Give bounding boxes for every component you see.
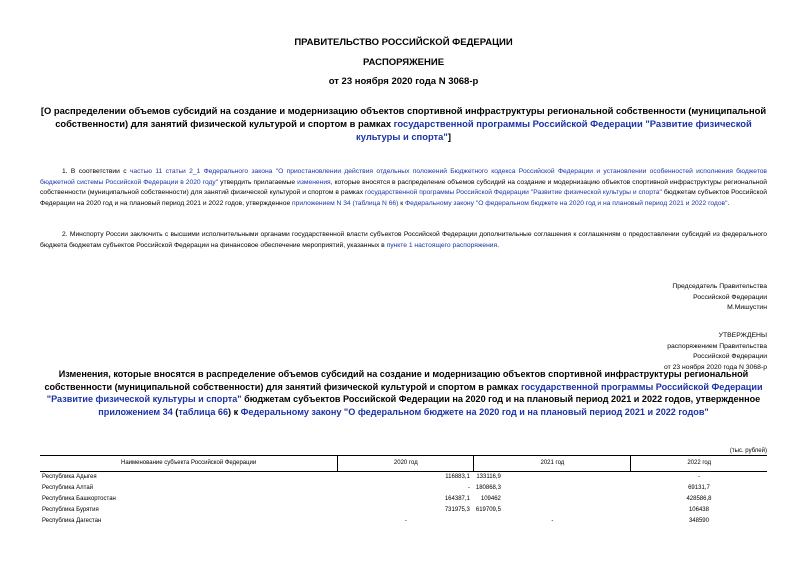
link-program[interactable]: государственной программы Российской Федерации "Развитие физической культуры и спорта" (365, 189, 662, 196)
cell-2022: - (697, 474, 700, 480)
paragraph-1 (40, 167, 767, 209)
subsidy-table (40, 455, 767, 527)
table-row (40, 483, 767, 494)
p1-text: к (398, 199, 406, 207)
header-2021: 2021 год (474, 456, 631, 472)
document-title (40, 104, 767, 143)
cell-2022: 69131,7 (688, 485, 710, 491)
changes-title (40, 368, 767, 418)
table-header-row (40, 456, 767, 472)
p1-text: бюджетам субъектов Российской Федерации на 2020 год и на плановый период 2021 и 2022 годов, утвержденное (40, 189, 767, 207)
cell-2020: 116883,1 (445, 474, 470, 480)
table-unit: (тыс. рублей) (729, 448, 767, 454)
doc-type-heading: РАСПОРЯЖЕНИЕ (362, 57, 445, 68)
signature-name: М.Мишустин (727, 304, 767, 311)
p2-text: 2. Минспорту России заключить с высшими исполнительными органами государственной власти субъектов Российской Федерации дополнительные соглашения к соглашениям о предоставлении субсидий из федерального бюджета бюджетам субъектов Российской Федерации на финансовое обеспечение мероприятий, указанных в (40, 231, 767, 249)
title-bracket: ] (447, 131, 451, 142)
signature-org: Российской Федерации (693, 293, 767, 301)
signature-block (672, 282, 767, 314)
cell-2022: 428586,8 (686, 496, 712, 502)
cell-region: Республика Башкортостан (42, 496, 116, 502)
changes-title-text: бюджетам субъектов Российской Федерации на 2020 год и на плановый период 2021 и 2022 годов, утвержденное (241, 394, 761, 404)
doc-date: от 23 ноября 2020 года N 3068-р (328, 76, 479, 87)
p2-text: . (497, 241, 499, 249)
p1-text: 1. В соответствии с (62, 168, 130, 175)
cell-2021: 619709,5 (475, 507, 501, 513)
cell-2021: 180868,3 (475, 485, 501, 491)
link-point-1[interactable]: пункте 1 настоящего распоряжения (386, 241, 498, 249)
cell-region: Республика Алтай (42, 485, 94, 491)
changes-program-link[interactable]: государственной программы Российской Федерации "Развитие физической культуры и спорта" (46, 381, 763, 404)
link-appendix[interactable]: приложением N 34 (таблица N 66) (292, 199, 399, 207)
cell-2021: 109462 (480, 496, 501, 502)
header-2022: 2022 год (631, 456, 767, 472)
paragraph-2 (40, 230, 767, 251)
cell-2020: - (404, 518, 407, 524)
approved-date: от 23 ноября 2020 года N 3068-р (663, 363, 767, 371)
cell-region: Республика Бурятия (42, 507, 99, 513)
cell-2022: 348590 (688, 518, 709, 524)
table-row (40, 494, 767, 505)
table-row (40, 505, 767, 516)
cell-2021: 133116,9 (476, 474, 501, 480)
signature-position: Председатель Правительства (672, 283, 767, 290)
changes-title-text: ( (172, 406, 179, 417)
changes-appendix-link[interactable]: приложением 34 (98, 406, 173, 417)
p1-text: . (727, 199, 730, 207)
link-law-article[interactable]: частью 11 статьи 2_1 Федерального закона "О приостановлении действия отдельных положений Бюджетного кодекса Российской Федерации и установлении особенностей исполнения бюджетов бюджетной системы Российской Федерации в 2020 году" (40, 168, 767, 186)
cell-2020: 164387,1 (444, 496, 470, 502)
title-program-link[interactable]: государственной программы Российской Федерации "Развитие физической культуры и спорта" (356, 118, 752, 142)
cell-region: Республика Дагестан (42, 518, 102, 524)
link-budget-law[interactable]: Федеральному закону "О федеральном бюджете на 2020 год и на плановый период 2021 и 2022 годов" (405, 199, 728, 207)
changes-title-text: Изменения, которые вносятся в распределение объемов субсидий на создание и модернизацию объектов спортивной инфраструктуры региональной собственности (муниципальной собственности) для занятий физической культурой и спортом в рамках (44, 369, 749, 392)
title-text: [О распределении объемов субсидий на создание и модернизацию объектов спортивной инфраструктуры региональной собственности (муниципальной собственности) для занятий физической культурой и спортом в рамках (40, 105, 767, 129)
link-changes[interactable]: изменения (297, 178, 331, 186)
cell-region: Республика Адыгея (42, 474, 97, 480)
cell-2020: - (467, 485, 470, 491)
table-row (40, 516, 767, 527)
approved-org: Российской Федерации (693, 353, 767, 360)
cell-2020: 731975,3 (444, 507, 470, 513)
approved-label: УТВЕРЖДЕНЫ (718, 332, 767, 339)
table-row (40, 472, 767, 484)
p1-text: , которые вносятся в распределение объемов субсидий на создание и модернизацию объектов спортивной инфраструктуры региональной собственности (муниципальной собственности) для занятий физической культурой и спортом в рамках (40, 178, 767, 196)
changes-table-link[interactable]: таблица 66 (178, 406, 229, 417)
header-region: Наименование субъекта Российской Федерации (40, 456, 338, 472)
approved-by: распоряжением Правительства (667, 342, 767, 350)
changes-budget-law-link[interactable]: Федеральному закону "О федеральном бюджете на 2020 год и на плановый период 2021 и 2022 годов" (240, 406, 709, 417)
changes-title-text: ) к (228, 406, 241, 417)
header-2020: 2020 год (338, 456, 474, 472)
government-heading: ПРАВИТЕЛЬСТВО РОССИЙСКОЙ ФЕДЕРАЦИИ (294, 37, 513, 48)
approved-block (664, 331, 767, 373)
p1-text: утвердить прилагаемые (218, 178, 298, 186)
cell-2022: 106438 (688, 507, 709, 513)
cell-2021: - (551, 518, 554, 524)
